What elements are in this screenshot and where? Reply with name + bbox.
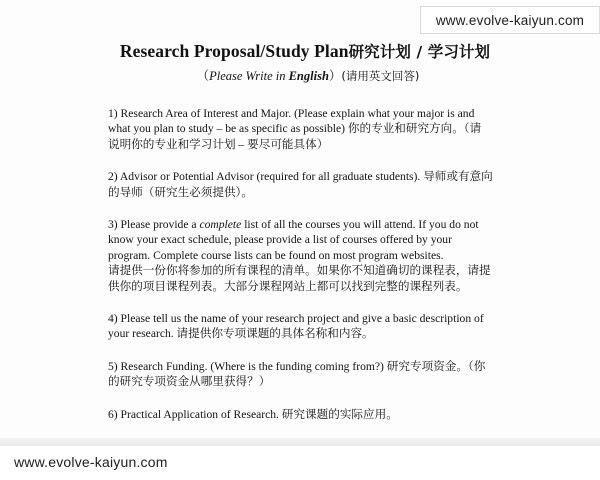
page-subtitle: [108, 66, 508, 84]
paragraph-line: program. Complete course lists can be found on most program websites.: [108, 248, 444, 262]
page-title: [102, 40, 508, 62]
subtitle-close-paren: ）: [328, 69, 342, 83]
paragraph-line: 请提供一份你将参加的所有课程的清单。如果你不知道确切的课程表，请提: [108, 264, 491, 278]
paragraph-line: 3) Please provide a complete list of all the courses you will attend. If you do not: [108, 218, 479, 232]
paragraph-item-1: [108, 106, 508, 152]
paragraph-line: 5) Research Funding. (Where is the funding coming from?) 研究专项资金。（你: [108, 359, 486, 373]
page-title-cjk: 研究计划 / 学习计划: [348, 43, 491, 61]
paragraph-line: 4) Please tell us the name of your research project and give a basic description of: [108, 312, 484, 326]
paragraph-line: 2) Advisor or Potential Advisor (required for all graduate students). 导师或有意向: [108, 170, 493, 184]
paragraph-line: know your exact schedule, please provide a list of courses offered by your: [108, 233, 452, 247]
paragraph-line: 1) Research Area of Interest and Major. (Please explain what your major is and: [108, 107, 475, 120]
paragraph-line: 的导师（研究生必须提供）。: [108, 185, 253, 199]
subtitle-bold-text: English: [288, 69, 329, 83]
page-title-en: Research Proposal/Study Plan: [119, 41, 349, 61]
paragraph-line: 说明你的专业和学习计划 – 要尽可能具体）: [108, 137, 329, 151]
paragraph-item-5: [108, 359, 508, 390]
paragraph-line: 供你的项目课程列表。大部分课程网站上都可以找到完整的课程列表。: [108, 279, 468, 293]
paragraph-line: what you plan to study – be as specific as possible) 你的专业和研究方向。（请: [108, 122, 482, 136]
paragraph-item-2: [108, 169, 508, 200]
paragraph-line: 6) Practical Application of Research. 研究课题的实际应用。: [108, 407, 398, 421]
watermark-bottom: www.evolve-kaiyun.com: [0, 448, 210, 476]
subtitle-open-paren: （: [196, 69, 210, 83]
paragraph-item-4: [108, 311, 508, 342]
paragraph-item-6: [108, 407, 508, 422]
subtitle-cjk: (请用英文回答): [341, 69, 420, 83]
paragraph-item-3: [108, 217, 508, 294]
paragraph-line: your research. 请提供你专项课题的具体名称和内容。: [108, 327, 374, 341]
paragraph-line: 的研究专项资金从哪里获得？）: [108, 375, 271, 389]
document-body: [108, 40, 508, 422]
subtitle-italic-text: Please Write in: [209, 69, 289, 83]
sheet-bottom-shadow: [0, 438, 600, 446]
watermark-top: www.evolve-kaiyun.com: [420, 6, 600, 34]
